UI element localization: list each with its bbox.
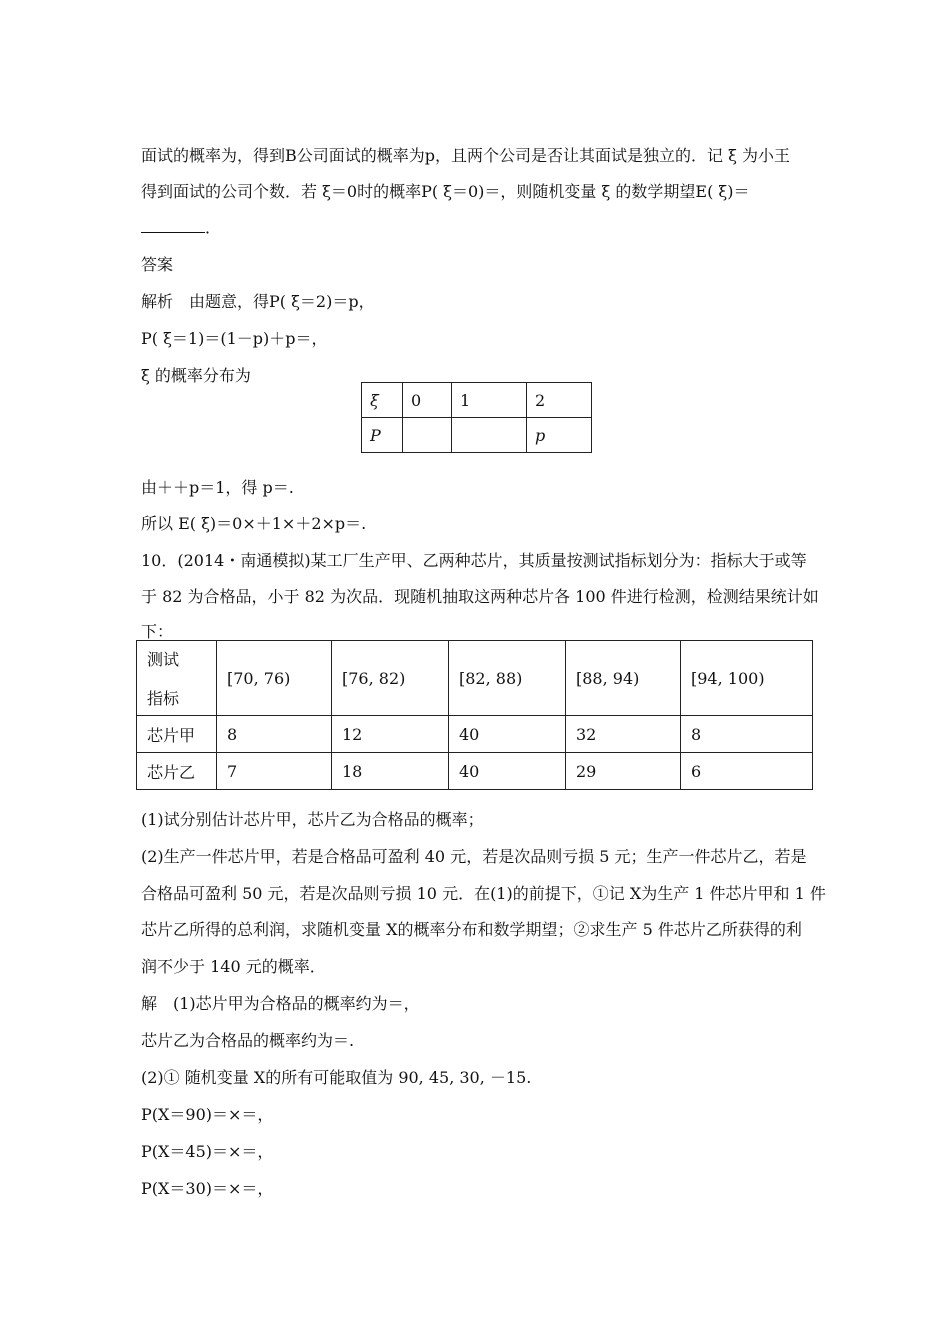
probability-distribution-table [361,382,592,453]
question-2-line-4: 润不少于 140 元的概率． [141,957,326,976]
chip-test-table [136,640,813,790]
table-header-cell: [76, 82) [332,641,449,716]
table-header-cell: [88, 94) [566,641,681,716]
table-cell: 40 [449,753,566,790]
table-cell: 6 [681,753,813,790]
answer-blank [141,218,205,233]
table-header-cell: [70, 76) [217,641,332,716]
analysis-line-5: 所以 E( ξ)＝0×＋1×＋2×p＝. [141,514,367,533]
question-2-line-3: 芯片乙所得的总利润，求随机变量 X的概率分布和数学期望；②求生产 5 件芯片乙所获得的利 [141,920,802,939]
question-2-line-2: 合格品可盈利 50 元，若是次品则亏损 10 元．在(1)的前提下，①记 X为生产 1 件芯片甲和 1 件 [141,884,826,903]
table-cell: p [527,418,592,453]
table-row [362,383,592,418]
solution-line-4: P(X＝90)＝×＝， [141,1105,274,1124]
solution-line-6: P(X＝30)＝×＝， [141,1179,274,1198]
problem-10-line-1: 10．(2014・南通模拟)某工厂生产甲、乙两种芯片，其质量按测试指标划分为：指标大于或等 [141,551,807,570]
analysis-line-1: 解析 由题意，得P( ξ＝2)＝p， [141,292,375,311]
solution-line-3: (2)① 随机变量 X的所有可能取值为 90, 45, 30, －15. [141,1068,532,1087]
problem-10-line-3: 下： [141,622,174,641]
table-cell: P [362,418,403,453]
table-cell: 芯片乙 [137,753,217,790]
table-cell: 8 [681,716,813,753]
table-cell: 2 [527,383,592,418]
table-header-row [137,641,813,716]
blank-period: ． [205,218,222,237]
solution-line-1: 解 (1)芯片甲为合格品的概率约为＝， [141,994,420,1013]
text-line-2: 得到面试的公司个数．若 ξ＝0时的概率P( ξ＝0)＝，则随机变量 ξ 的数学期望E( ξ)＝ [141,182,750,201]
table-header-cell [137,641,217,716]
table-cell: 芯片甲 [137,716,217,753]
analysis-line-3: ξ 的概率分布为 [141,366,251,385]
question-2-line-1: (2)生产一件芯片甲，若是合格品可盈利 40 元，若是次品则亏损 5 元；生产一件芯片乙，若是 [141,847,807,866]
solution-line-5: P(X＝45)＝×＝， [141,1142,274,1161]
text-line-3 [141,218,221,238]
header-line: 测试 [147,650,180,669]
table-cell: 7 [217,753,332,790]
table-row [362,418,592,453]
text-line-1: 面试的概率为，得到B公司面试的概率为p，且两个公司是否让其面试是独立的．记 ξ 为小王 [141,146,790,165]
table-cell: 8 [217,716,332,753]
analysis-line-4: 由＋＋p＝1，得 p＝. [141,478,294,497]
solution-line-2: 芯片乙为合格品的概率约为＝. [141,1031,355,1050]
question-1: (1)试分别估计芯片甲，芯片乙为合格品的概率； [141,810,484,829]
table-cell: 1 [452,383,527,418]
table-cell: 18 [332,753,449,790]
table-cell: 29 [566,753,681,790]
answer-heading: 答案 [141,255,174,274]
table-cell [403,418,452,453]
table-cell: ξ [362,383,403,418]
table-cell: 40 [449,716,566,753]
table-row [137,716,813,753]
table-header-cell: [82, 88) [449,641,566,716]
table-cell: 12 [332,716,449,753]
analysis-line-2: P( ξ＝1)＝(1－p)＋p＝， [141,329,328,348]
header-line: 指标 [147,689,180,708]
table-header-cell: [94, 100) [681,641,813,716]
table-cell: 32 [566,716,681,753]
problem-10-line-2: 于 82 为合格品，小于 82 为次品．现随机抽取这两种芯片各 100 件进行检测，检测结果统计如 [141,587,819,606]
table-cell [452,418,527,453]
table-row [137,753,813,790]
table-cell: 0 [403,383,452,418]
